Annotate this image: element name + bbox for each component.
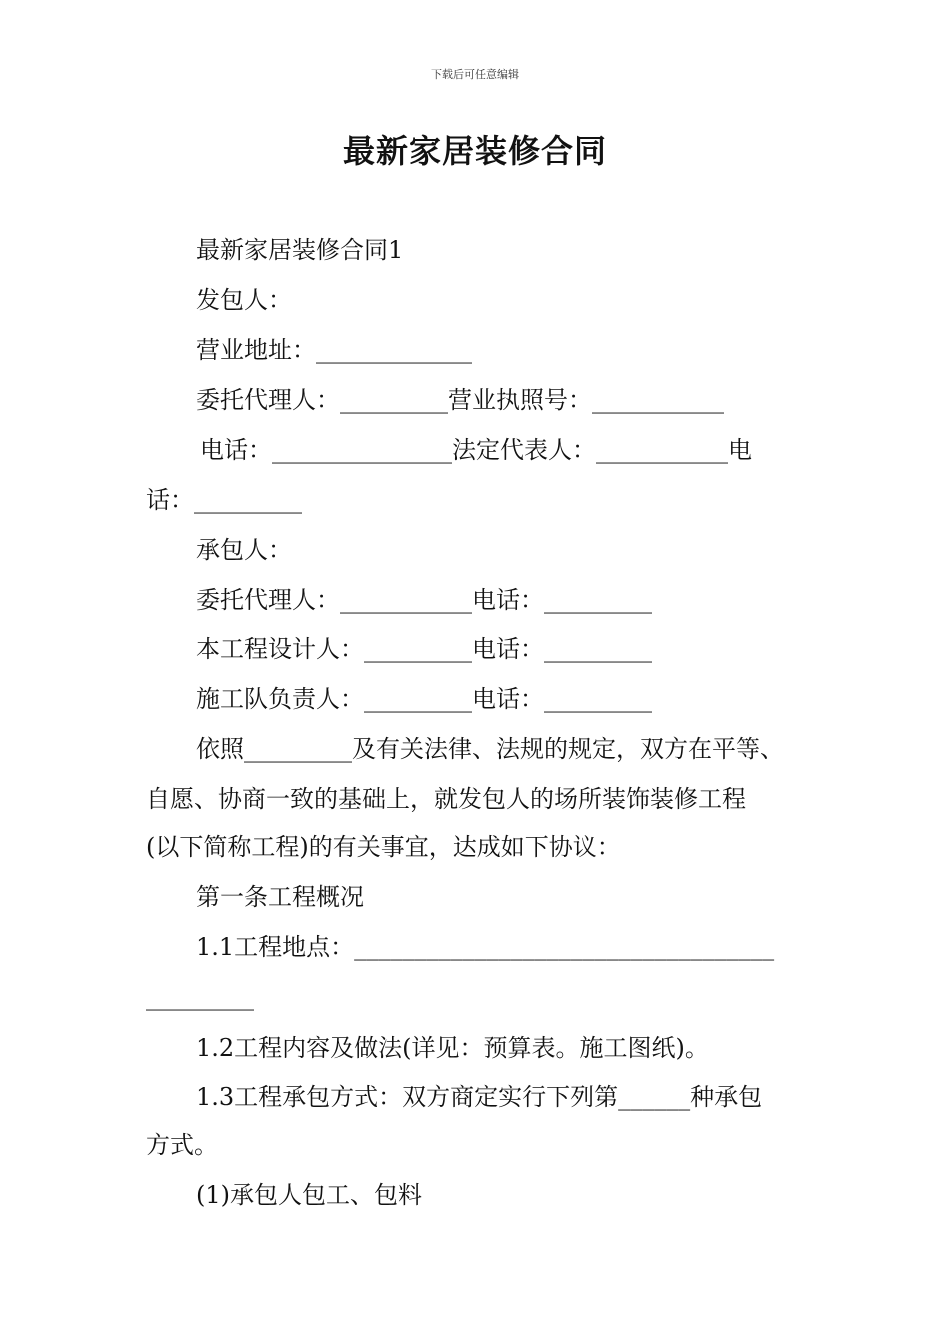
preamble-line-2: 自愿、协商一致的基础上，就发包人的场所装饰装修工程 bbox=[146, 785, 746, 813]
clause-1-3: 1.3工程承包方式：双方商定实行下列第______种承包 bbox=[196, 1083, 763, 1111]
option-1: (1)承包人包工、包料 bbox=[196, 1181, 422, 1209]
phone-continuation-line: 话：_________ bbox=[146, 486, 302, 514]
business-address-line: 营业地址：_____________ bbox=[196, 336, 472, 364]
document-title: 最新家居装修合同 bbox=[342, 132, 607, 170]
contract-subtitle: 最新家居装修合同1 bbox=[196, 236, 404, 264]
agent-license-line: 委托代理人：_________营业执照号：___________ bbox=[196, 386, 724, 414]
clause-1-1: 1.1工程地点：___________________________________ bbox=[196, 933, 775, 961]
clause-1-3-continuation: 方式。 bbox=[146, 1131, 218, 1159]
employer-label: 发包人： bbox=[196, 286, 292, 314]
article-one-heading: 第一条工程概况 bbox=[196, 883, 364, 911]
contractor-label: 承包人： bbox=[196, 536, 292, 564]
contractor-agent-line: 委托代理人：___________电话：_________ bbox=[196, 586, 652, 614]
team-leader-line: 施工队负责人：_________电话：_________ bbox=[196, 685, 652, 713]
phone-legal-rep-line: 电话：_______________法定代表人：___________电 bbox=[200, 436, 752, 464]
clause-1-1-continuation: _________ bbox=[146, 983, 254, 1011]
header-note: 下载后可任意编辑 bbox=[431, 68, 519, 81]
designer-line: 本工程设计人：_________电话：_________ bbox=[196, 635, 652, 663]
preamble-line-1: 依照_________及有关法律、法规的规定，双方在平等、 bbox=[196, 735, 784, 763]
clause-1-2: 1.2工程内容及做法(详见：预算表。施工图纸)。 bbox=[196, 1034, 709, 1062]
preamble-line-3: (以下简称工程)的有关事宜，达成如下协议： bbox=[146, 833, 621, 861]
